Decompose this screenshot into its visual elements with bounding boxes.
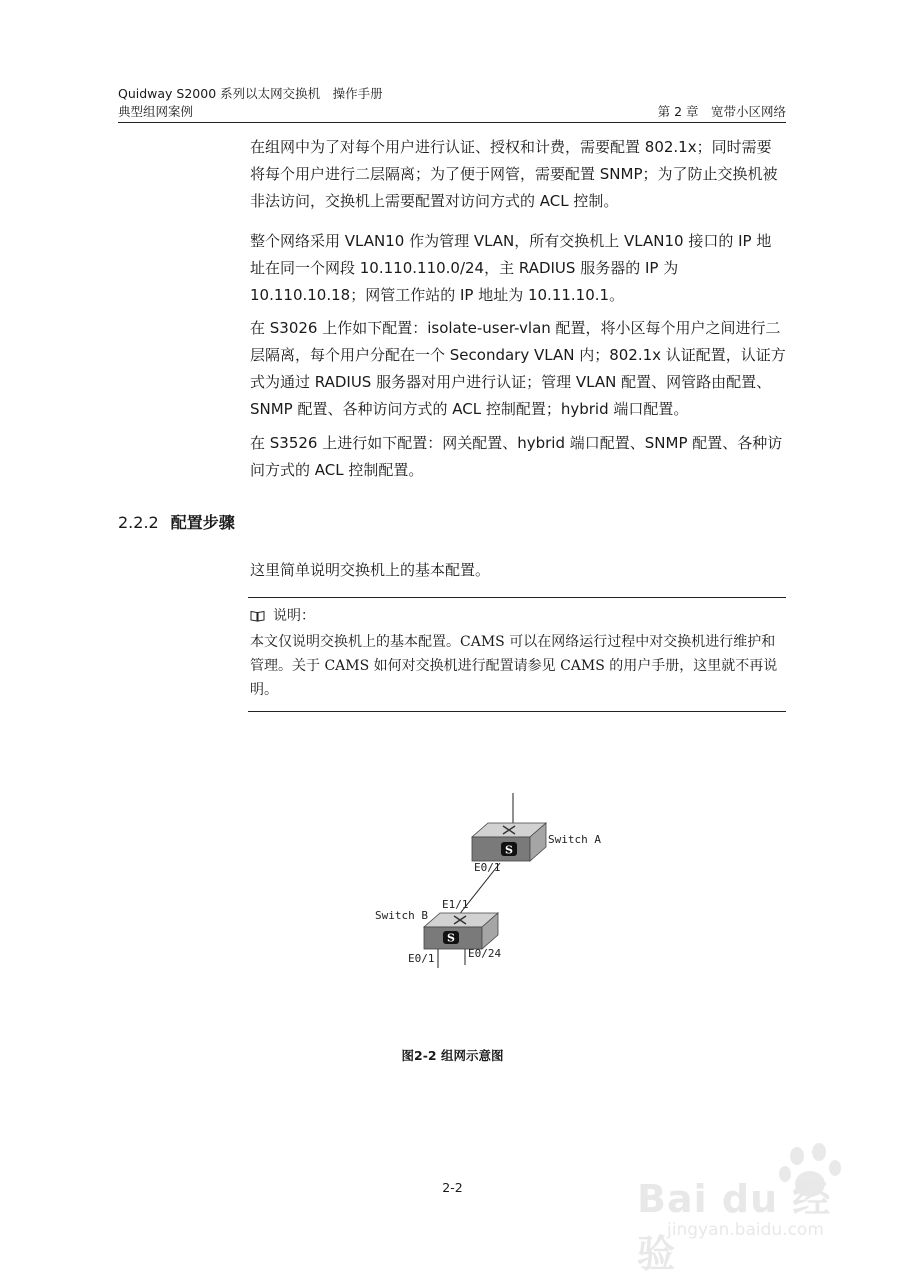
header-chapter-title: 第 2 章 宽带小区网络 [657,104,786,119]
section-intro: 这里简单说明交换机上的基本配置。 [250,561,491,579]
header-row [118,104,786,120]
paragraph-network-addressing: 整个网络采用 VLAN10 作为管理 VLAN，所有交换机上 VLAN10 接口的 IP 地址在同一个网段 10.110.110.0/24，主 RADIUS 服务器的 IP 为 10.110.10.18；网管工作站的 IP 地址为 10.11.10.1。 [250,232,772,304]
switch-a-port-label: E0/1 [474,861,501,874]
page-number: 2-2 [442,1180,463,1195]
paragraph-requirements: 在组网中为了对每个用户进行认证、授权和计费，需要配置 802.1x；同时需要将每个用户进行二层隔离；为了便于网管，需要配置 SNMP；为了防止交换机被非法访问，交换机上需要配置对访问方式的 ACL 控制。 [250,138,778,210]
section-heading [118,512,235,534]
note-heading [250,606,315,626]
switch-a-badge: S [505,843,513,857]
switch-b-label: Switch B [375,909,428,922]
switch-a-icon [472,823,546,861]
book-icon [250,610,265,622]
paragraph-s3026-config: 在 S3026 上作如下配置：isolate-user-vlan 配置，将小区每个用户之间进行二层隔离，每个用户分配在一个 Secondary VLAN 内；802.1x 认证配置，认证方式为通过 RADIUS 服务器对用户进行认证；管理 VLAN 配置、网管路由配置、SNMP 配置、各种访问方式的 ACL 控制配置；hybrid 端口配置。 [250,319,786,418]
note-bottom-rule [248,711,786,712]
switch-b-port-e0-1-label: E0/1 [408,952,435,965]
figure-caption: 图2-2 组网示意图 [401,1048,504,1063]
switch-b-badge: S [447,931,455,945]
note-top-rule [248,597,786,598]
switch-b-uplink-port-label: E1/1 [442,898,469,911]
network-diagram [360,785,620,985]
header-manual-title: Quidway S2000 系列以太网交换机 操作手册 [118,86,383,101]
note-text: 本文仅说明交换机上的基本配置。CAMS 可以在网络运行过程中对交换机进行维护和管理。关于 CAMS 如何对交换机进行配置请参见 CAMS 的用户手册，这里就不再说明。 [250,634,778,698]
baidu-watermark [627,1140,857,1276]
switch-b-port-e0-24-label: E0/24 [468,947,502,960]
paragraph-s3526-config: 在 S3526 上进行如下配置：网关配置、hybrid 端口配置、SNMP 配置、各种访问方式的 ACL 控制配置。 [250,434,783,479]
note-heading-label: 说明： [273,608,315,624]
section-title: 配置步骤 [170,513,235,532]
header-section-name: 典型组网案例 [118,104,194,119]
switch-b-icon [424,913,498,949]
watermark-url: jingyan.baidu.com [667,1220,824,1240]
watermark-brand: Bai du 经验 [637,1177,832,1276]
header-divider [118,122,786,123]
switch-a-label: Switch A [548,833,601,846]
section-number: 2.2.2 [118,513,159,532]
